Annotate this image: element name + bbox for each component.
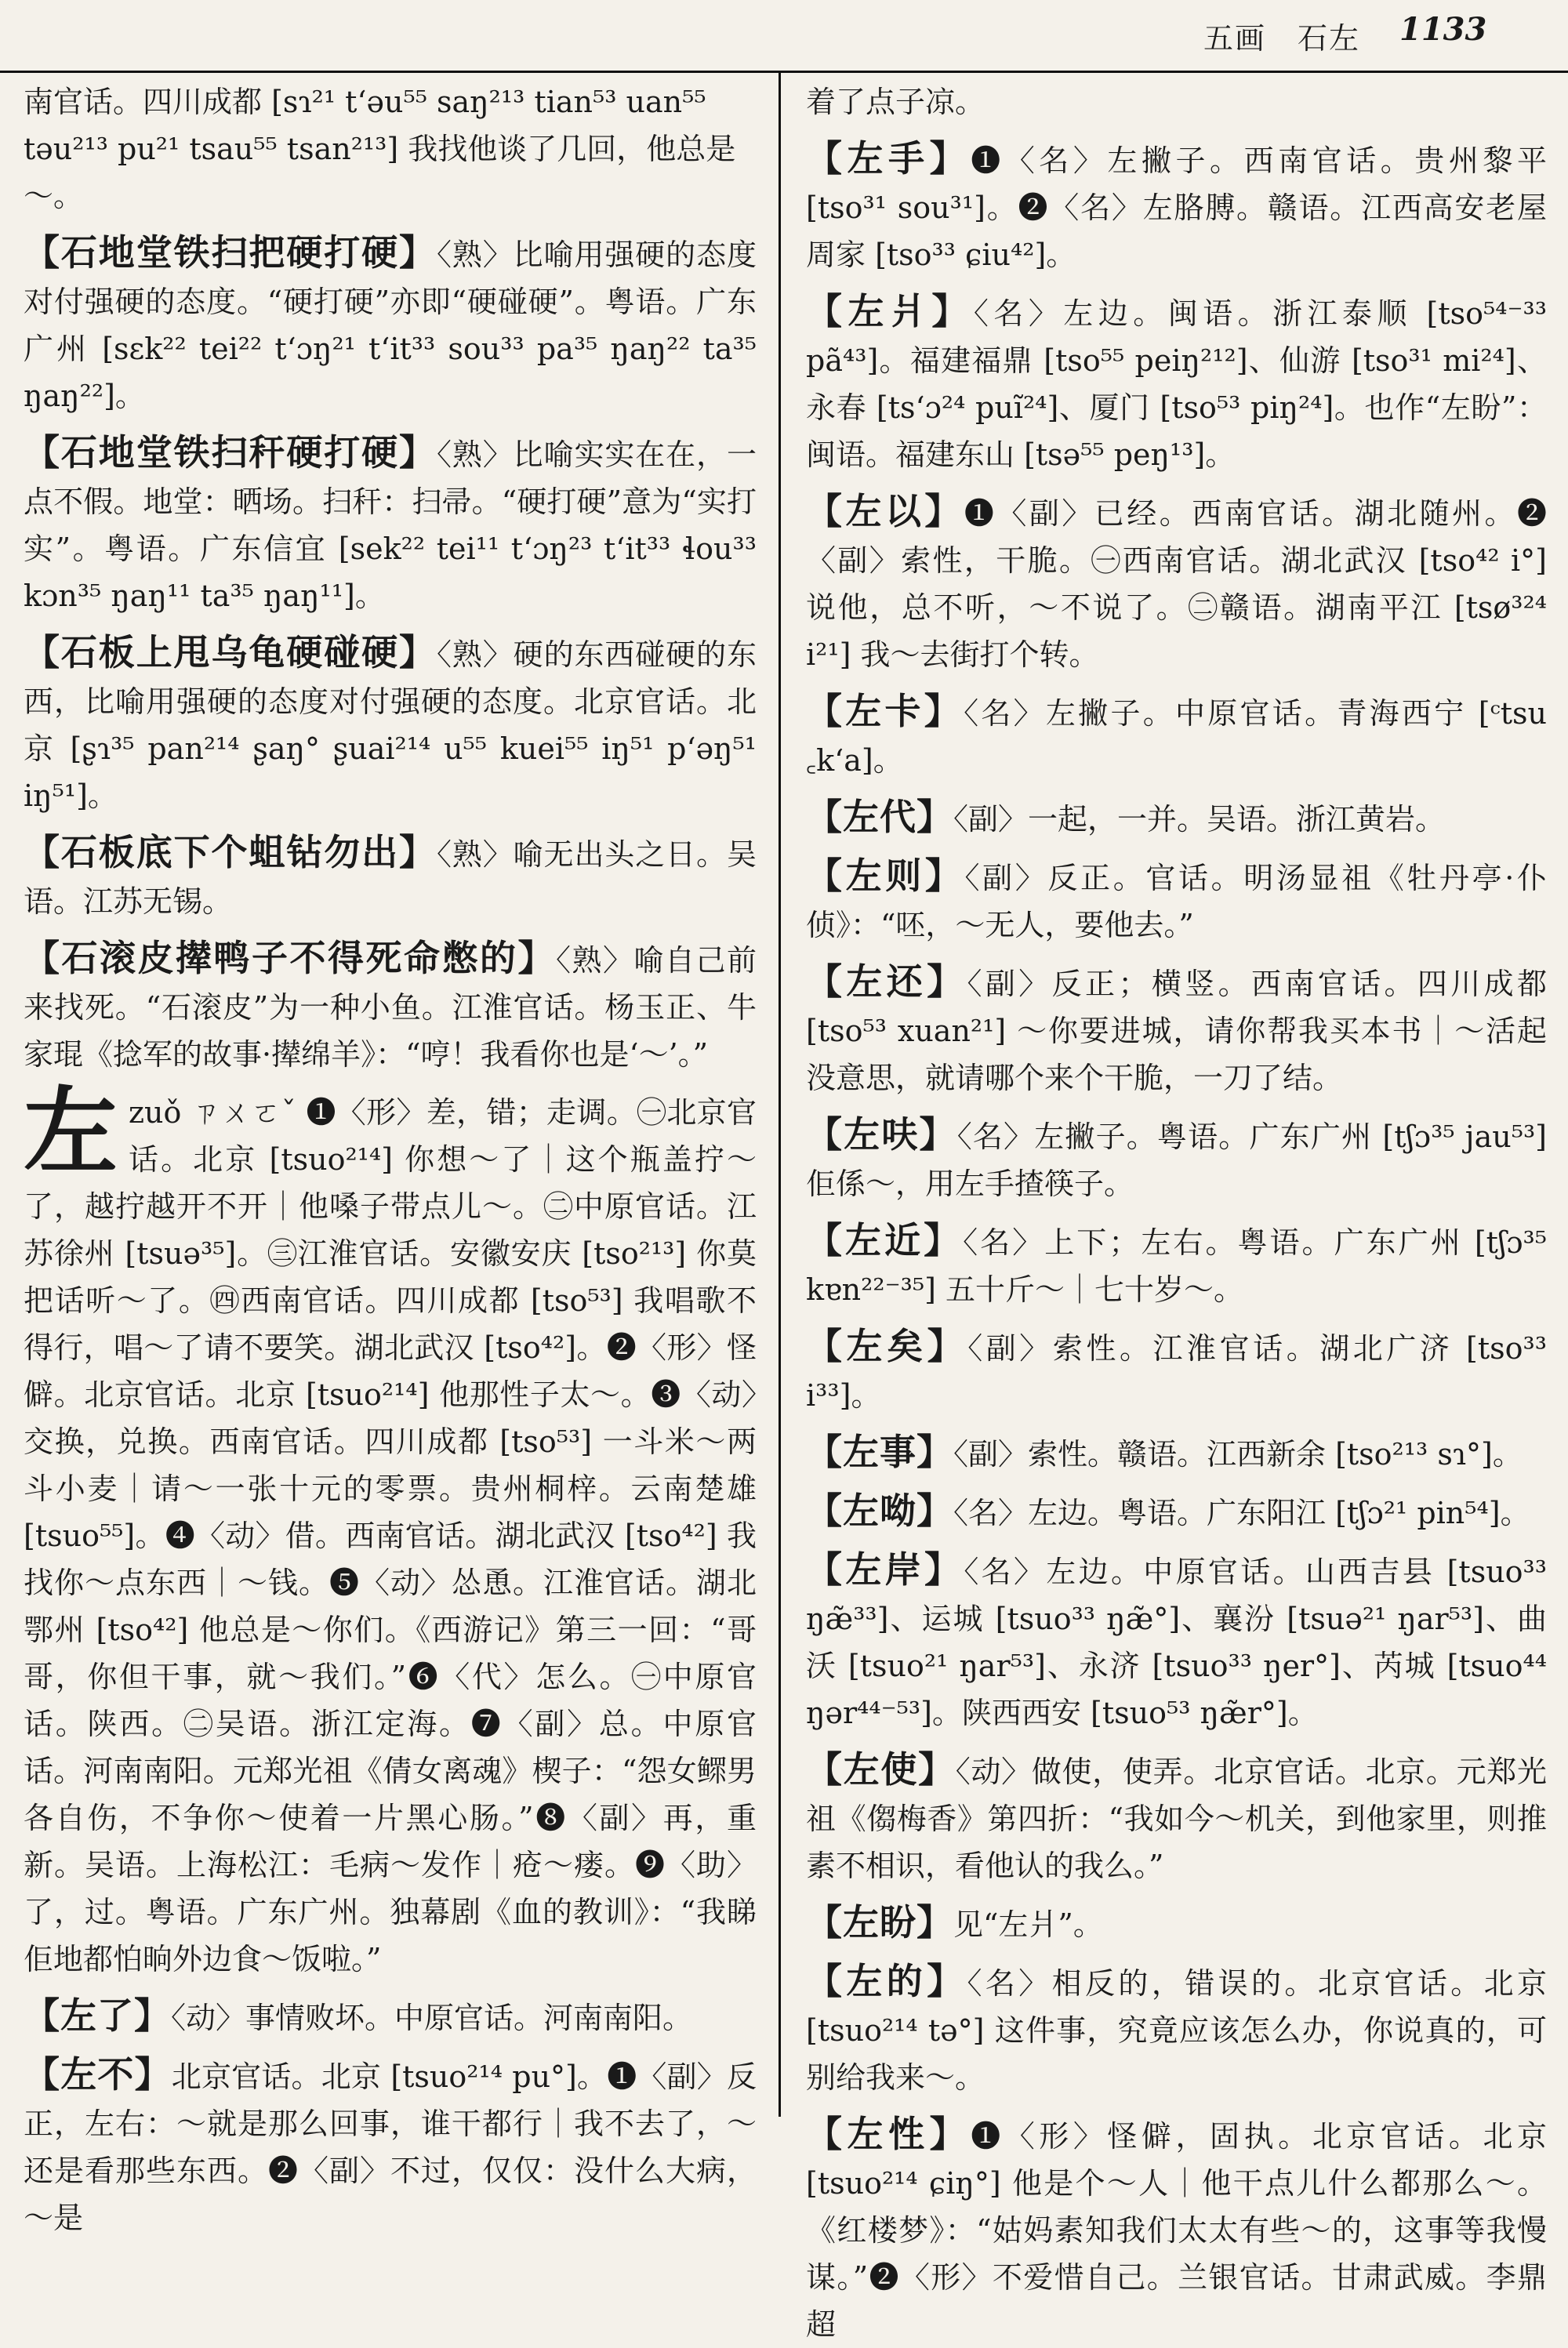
definition: ❶〈名〉左撇子。西南官话。贵州黎平 [tso³¹ sou³¹]。❷〈名〉左胳膊。赣语。江西高安老屋周家 [tso³³ ɕiu⁴²]。 xyxy=(806,143,1547,272)
dict-entry xyxy=(806,1958,1547,2101)
headword: 【石板上甩乌龟硬碰硬】 xyxy=(24,631,437,673)
right-column xyxy=(806,78,1548,2342)
definition: 〈熟〉喻无出头之日。吴语。江苏无锡。 xyxy=(24,837,757,919)
headword: 【左了】 xyxy=(24,1994,171,2037)
dict-entry xyxy=(806,1217,1547,1313)
dict-entry xyxy=(806,793,1547,843)
definition: 〈熟〉比喻实实在在，一点不假。地堂：晒场。扫秆：扫帚。“硬打硬”意为“实打实”。粤语。广东信宜 [sek²² tei¹¹ tʻɔŋ²³ tʻit³³ ɬou³³ kɔn³⁵ ŋaŋ¹¹ ta³⁵ ŋaŋ¹¹]。 xyxy=(24,437,757,613)
left-column xyxy=(24,78,757,2235)
headword: 【左呋】 xyxy=(806,1113,957,1156)
headword: 【左则】 xyxy=(806,855,965,897)
column-divider xyxy=(779,72,781,2117)
definition: 〈名〉左边。中原官话。山西吉县 [tsuo³³ ŋæ̃³³]、运城 [tsuo³³ ŋæ̃°]、襄汾 [tsuə²¹ ŋar⁵³]、曲沃 [tsuo²¹ ŋar⁵³]、永济 [tsuo³³ ŋer°]、芮城 [tsuo⁴⁴ ŋər⁴⁴⁻⁵³]。陕西西安 [tsuo⁵³ ŋæ̃r°]。 xyxy=(806,1555,1548,1730)
headword: 【石地堂铁扫把硬打硬】 xyxy=(24,231,437,274)
headword: 【左近】 xyxy=(806,1219,964,1261)
dict-entry xyxy=(24,629,757,819)
main-character-definition: zuǒ ㄗㄨㄛˇ ❶〈形〉差，错；走调。㊀北京官话。北京 [tsuo²¹⁴] 你想～了｜这个瓶盖拧～了，越拧越开不开｜他嗓子带点儿～。㊁中原官话。江苏徐州 [tsuə³⁵]。㊂江淮官话。安徽安庆 [tso²¹³] 你莫把话听～了。㊃西南官话。四川成都 [tso⁵³] 我唱歌不得行，唱～了请不要笑。湖北武汉 [tso⁴²]。❷〈形〉怪僻。北京官话。北京 [tsuo²¹⁴] 他那性子太～。❸〈动〉交换，兑换。西南官话。四川成都 [tso⁵³] 一斗米～两斗小麦｜请～一张十元的零票。贵州桐梓。云南楚雄 [tsuo⁵⁵]。❹〈动〉借。西南官话。湖北武汉 [tso⁴²] 我找你～点东西｜～钱。❺〈动〉怂恿。江淮官话。湖北鄂州 [tso⁴²] 他总是～你们。《西游记》第三一回：“哥哥，你但干事，就～我们。”❻〈代〉怎么。㊀中原官话。陕西。㊁吴语。浙江定海。❼〈副〉总。中原官话。河南南阳。元郑光祖《倩女离魂》楔子：“怨女鳏男各自伤，不争你～使着一片黑心肠。”❽〈副〉再，重新。吴语。上海松江：毛病～发作｜疮～瘘。❾〈助〉了，过。粤语。广东广州。独幕剧《血的教训》：“我睇佢地都怕晌外边食～饭啦。” xyxy=(24,1095,757,1976)
definition: 〈名〉相反的，错误的。北京官话。北京 [tsuo²¹⁴ tə°] 这件事，究竟应该怎么办，你说真的，可别给我来～。 xyxy=(806,1966,1547,2095)
definition: 〈熟〉硬的东西碰硬的东西，比喻用强硬的态度对付强硬的态度。北京官话。北京 [ʂɿ³⁵ pan²¹⁴ ʂaŋ° ʂuai²¹⁴ u⁵⁵ kuei⁵⁵ iŋ⁵¹ pʻəŋ⁵¹ iŋ⁵¹]。 xyxy=(24,637,757,813)
headword: 【左盼】 xyxy=(806,1901,953,1943)
headword: 【左的】 xyxy=(806,1960,967,2002)
dict-entry xyxy=(24,829,757,925)
headword: 【左不】 xyxy=(24,2053,172,2096)
headword: 【左手】 xyxy=(806,137,971,180)
headword: 【左事】 xyxy=(806,1431,953,1473)
definition: 见“左爿”。 xyxy=(953,1907,1103,1942)
definition: ❶〈形〉怪僻，固执。北京官话。北京 [tsuo²¹⁴ ɕiŋ°] 他是个～人｜他干点儿什么都那么～。《红楼梦》：“姑妈素知我们太太有些～的，这事等我慢谋。”❷〈形〉不爱惜自己。兰银官话。甘肃武威。李鼎超 xyxy=(806,2119,1547,2342)
section-title: 五画 石左 xyxy=(1203,21,1361,56)
headword: 【左性】 xyxy=(806,2113,971,2155)
main-character: 左 xyxy=(24,1076,118,1187)
definition: ❶〈副〉已经。西南官话。湖北随州。❷〈副〉索性，干脆。㊀西南官话。湖北武汉 [tso⁴² i°] 说他，总不听，～不说了。㊁赣语。湖南平江 [tsø³²⁴ i²¹] 我～去街打个转。 xyxy=(806,496,1547,672)
headword: 【石板底下个蛆钻勿出】 xyxy=(24,831,437,873)
dict-entry xyxy=(806,1487,1547,1537)
headword: 【左代】 xyxy=(806,796,953,838)
dict-entry xyxy=(806,288,1547,478)
headword: 【左以】 xyxy=(806,490,964,532)
dict-entry xyxy=(24,1992,757,2041)
definition: 〈名〉左撇子。粤语。广东广州 [tʃɔ³⁵ jau⁵³] 佢係～，用左手揸筷子。 xyxy=(806,1120,1548,1201)
headword: 【左爿】 xyxy=(806,290,974,332)
header-rule xyxy=(0,71,1568,73)
dict-entry xyxy=(24,2051,757,2241)
definition: 〈副〉反正；横竖。西南官话。四川成都 [tso⁵³ xuan²¹] ～你要进城，请你帮我买本书｜～活起没意思，就请哪个来个干脆，一刀了结。 xyxy=(806,967,1547,1095)
definition: 〈副〉一起，一并。吴语。浙江黄岩。 xyxy=(953,802,1446,836)
dict-entry xyxy=(806,488,1547,678)
headword: 【左卡】 xyxy=(806,690,964,732)
dict-entry xyxy=(806,1111,1547,1207)
dict-entry xyxy=(806,2110,1547,2348)
dict-entry xyxy=(24,934,757,1078)
dict-entry xyxy=(806,1323,1547,1419)
definition: 〈副〉反正。官话。明汤显祖《牡丹亭·仆侦》：“呸，～无人，要他去。” xyxy=(806,861,1547,942)
headword: 【石滚皮撵鸭子不得死命憋的】 xyxy=(24,937,556,979)
dict-entry xyxy=(806,852,1547,949)
headword: 【左矣】 xyxy=(806,1325,968,1367)
dict-entry xyxy=(806,135,1547,278)
continued-text: 着了点子凉。 xyxy=(806,85,985,119)
headword: 【左还】 xyxy=(806,960,967,1003)
definition: 〈熟〉喻自己前来找死。“石滚皮”为一种小鱼。江淮官话。杨玉正、牛家琨《捻军的故事·撵绵羊》：“哼！我看你也是‘～’。” xyxy=(24,943,757,1072)
definition: 〈熟〉比喻用强硬的态度对付强硬的态度。“硬打硬”亦即“硬碰硬”。粤语。广东广州 [sɛk²² tei²² tʻɔŋ²¹ tʻit³³ sou³³ pa³⁵ ŋaŋ²² ta³⁵ ŋaŋ²²]。 xyxy=(24,238,757,413)
dict-entry xyxy=(806,958,1547,1101)
definition: 〈副〉索性。江淮官话。湖北广济 [tso³³ i³³]。 xyxy=(806,1331,1548,1413)
definition: 北京官话。北京 [tsuo²¹⁴ pu°]。❶〈副〉反正，左右：～就是那么回事，谁干都行｜我不去了，～还是看那些东西。❷〈副〉不过，仅仅：没什么大病，～是 xyxy=(24,2059,757,2235)
dict-entry xyxy=(806,1746,1547,1889)
headword: 【左岸】 xyxy=(806,1548,964,1591)
dict-entry xyxy=(806,1899,1547,1948)
continued-text: 南官话。四川成都 [sɿ²¹ tʻəu⁵⁵ saŋ²¹³ tian⁵³ uan⁵⁵ təu²¹³ pu²¹ tsau⁵⁵ tsan²¹³] 我找他谈了几回，他总是～。 xyxy=(24,85,736,213)
page-number: 1133 xyxy=(1399,11,1487,48)
dict-entry xyxy=(24,429,757,619)
definition: 〈动〉事情败坏。中原官话。河南南阳。 xyxy=(171,2001,693,2035)
dict-entry xyxy=(806,1428,1547,1478)
main-character-entry xyxy=(24,1076,757,1983)
page-header xyxy=(0,0,1568,72)
dict-entry xyxy=(806,688,1547,784)
dict-entry xyxy=(806,1546,1547,1737)
definition: 〈名〉左撇子。中原官话。青海西宁 [ᶜtsu ꜀kʻa]。 xyxy=(806,696,1548,778)
headword: 【石地堂铁扫秆硬打硬】 xyxy=(24,431,437,474)
definition: 〈名〉左边。闽语。浙江泰顺 [tso⁵⁴⁻³³ pã⁴³]。福建福鼎 [tso⁵⁵ peiŋ²¹²]、仙游 [tso³¹ mi²⁴]、永春 [tsʻɔ²⁴ puĩ²⁴]、厦门 [tso⁵³ piŋ²⁴]。也作“左盼”：闽语。福建东山 [tsə⁵⁵ peŋ¹³]。 xyxy=(806,296,1548,472)
headword: 【左呦】 xyxy=(806,1490,953,1532)
definition: 〈名〉左边。粤语。广东阳江 [tʃɔ²¹ pin⁵⁴]。 xyxy=(953,1496,1530,1530)
definition: 〈动〉做使，使弄。北京官话。北京。元郑光祖《㑳梅香》第四折：“我如今～机关，到他家里，则推素不相识，看他认的我么。” xyxy=(806,1755,1547,1883)
definition: 〈副〉索性。赣语。江西新余 [tso²¹³ sɿ°]。 xyxy=(953,1437,1523,1472)
definition: 〈名〉上下；左右。粤语。广东广州 [tʃɔ³⁵ kɐn²²⁻³⁵] 五十斤～｜七十岁～。 xyxy=(806,1225,1548,1307)
dict-entry xyxy=(24,229,757,419)
headword: 【左使】 xyxy=(806,1748,956,1791)
